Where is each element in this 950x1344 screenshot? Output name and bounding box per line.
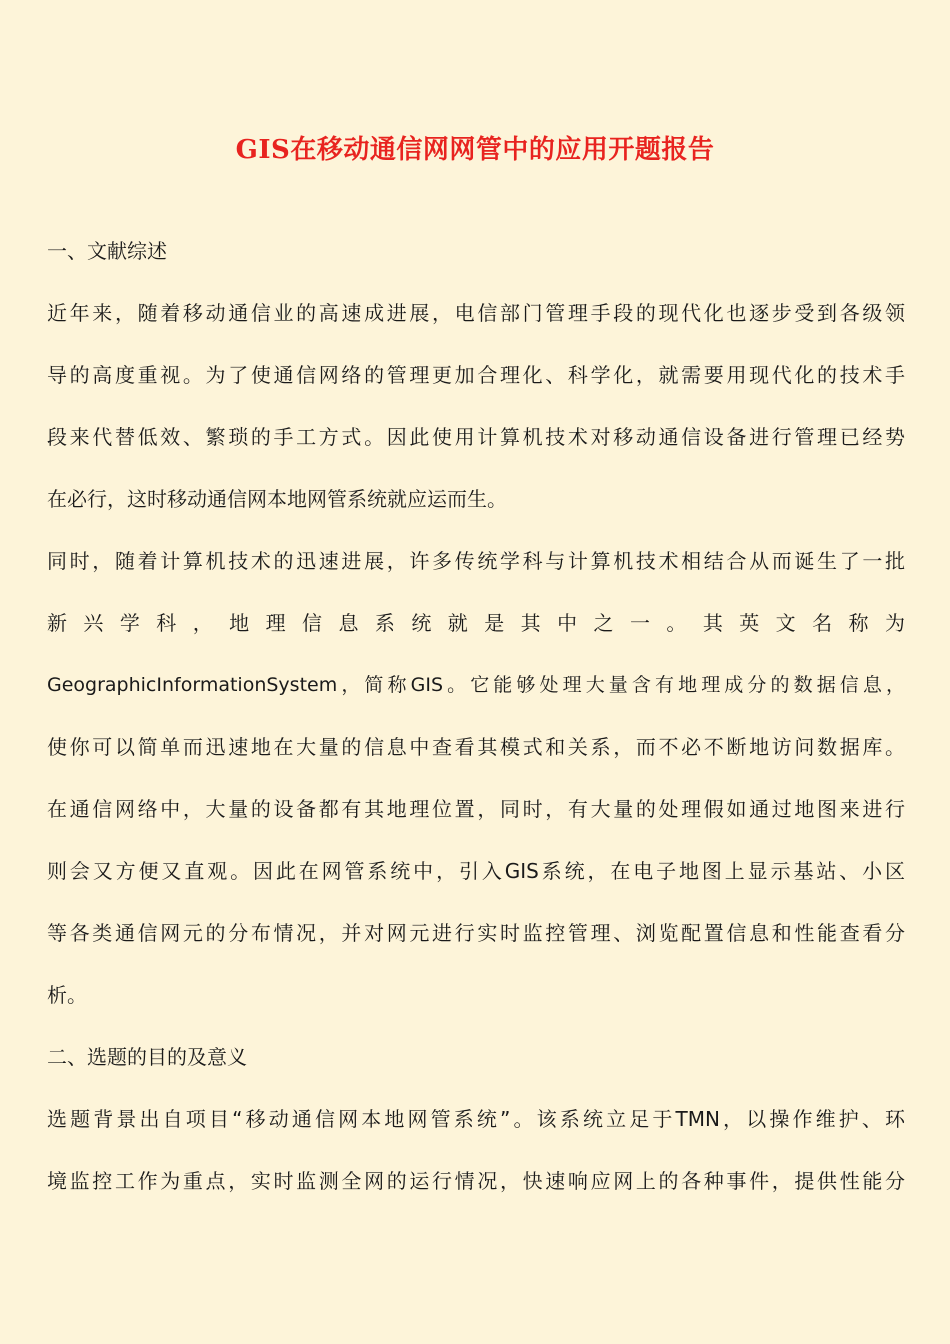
document-title: GIS在移动通信网网管中的应用开题报告 bbox=[235, 135, 715, 165]
paragraph-line: 析。 bbox=[47, 983, 87, 1007]
paragraph-line: 近年来，随着移动通信业的高速成进展，电信部门管理手段的现代化也逐步受到各级领 bbox=[47, 301, 905, 325]
paragraph-line: 选题背景出自项目“移动通信网本地网管系统”。该系统立足于TMN，以操作维护、环 bbox=[47, 1107, 905, 1131]
paragraph-line: 段来代替低效、繁琐的手工方式。因此使用计算机技术对移动通信设备进行管理已经势 bbox=[47, 425, 905, 449]
paragraph-line: 则会又方便又直观。因此在网管系统中，引入GIS系统，在电子地图上显示基站、小区 bbox=[47, 859, 905, 883]
paragraph-line: 在必行，这时移动通信网本地网管系统就应运而生。 bbox=[47, 487, 507, 511]
paragraph-line: 导的高度重视。为了使通信网络的管理更加合理化、科学化，就需要用现代化的技术手 bbox=[47, 363, 905, 387]
paragraph-line: 等各类通信网元的分布情况，并对网元进行实时监控管理、浏览配置信息和性能查看分 bbox=[47, 921, 905, 945]
paragraph-line: GeographicInformationSystem，简称GIS。它能够处理大量含有地理成分的数据信息， bbox=[47, 674, 905, 696]
paragraph-line: 境监控工作为重点，实时监测全网的运行情况，快速响应网上的各种事件，提供性能分 bbox=[47, 1169, 905, 1193]
paragraph-line: 同时，随着计算机技术的迅速进展，许多传统学科与计算机技术相结合从而诞生了一批 bbox=[47, 549, 905, 573]
document-body bbox=[47, 220, 905, 1212]
section-heading-literature-review: 一、文献综述 bbox=[47, 239, 167, 263]
paragraph-line: 新 兴 学 科 ， 地 理 信 息 系 统 就 是 其 中 之 一 。 其 英 文 名 称 为 bbox=[47, 611, 905, 635]
paragraph-line: 在通信网络中，大量的设备都有其地理位置，同时，有大量的处理假如通过地图来进行 bbox=[47, 797, 905, 821]
section-heading-purpose-significance: 二、选题的目的及意义 bbox=[47, 1045, 247, 1069]
paragraph-line: 使你可以简单而迅速地在大量的信息中查看其模式和关系，而不必不断地访问数据库。 bbox=[47, 735, 905, 759]
